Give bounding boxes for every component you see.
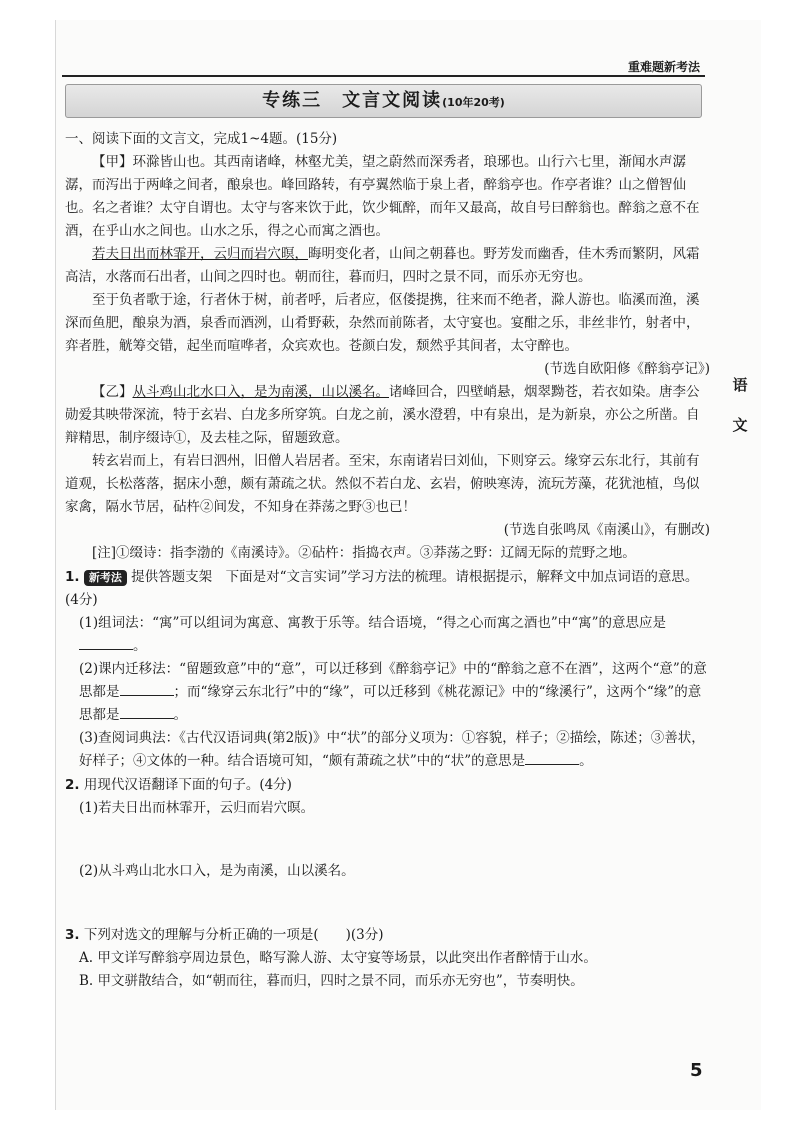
passage-b-p2: 转玄岩而上，有岩曰泗州，旧僧人岩居者。至宋，东南诸岩曰刘仙，下则穿云。缘穿云东北行，其前有道观，长松落落，据床小憩，颇有萧疏之状。然似不若白龙、玄岩，俯映寒涛，流玩芳藻，花犹池植，鸟似家禽，隔水节居，砧杵②间发，不知身在莽荡之野③也已！ (65, 453, 700, 515)
passage-b-p1 (65, 381, 710, 450)
option-a: A. 甲文详写醉翁亭周边景色，略写滁人游、太守宴等场景，以此突出作者醉情于山水。 (79, 950, 597, 966)
passage-a-p2-rest: 晦明变化者，山间之朝暮也。野芳发而幽香，佳木秀而繁阴，风霜高洁，水落而石出者，山间之四时也。朝而往，暮而归，四时之景不同，而乐亦无穷也。 (65, 246, 700, 285)
subject-tab (720, 365, 760, 445)
question-1-sub-1-text: (1)组词法：“寓”可以组词为寓意、寓教于乐等。结合语境，“得之心而寓之酒也”中“寓”的意思应是 (79, 615, 667, 631)
question-2 (65, 774, 710, 797)
title-subtitle: (10年20考) (442, 96, 505, 109)
question-2-text: 用现代汉语翻译下面的句子。(4分) (83, 777, 292, 793)
question-1-text: 提供答题支架 下面是对“文言实词”学习方法的梳理。请根据提示，解释文中加点词语的意思。(4分) (65, 569, 699, 608)
answer-blank-2[interactable] (120, 681, 174, 696)
page-number: 5 (690, 1060, 703, 1081)
passage-a-p2 (65, 243, 710, 289)
question-3-text: 下列对选文的理解与分析正确的一项是( )(3分) (83, 927, 384, 943)
underlined-sentence-a: 若夫日出而林霏开，云归而岩穴暝， (92, 246, 308, 262)
question-2-sub-2: (2)从斗鸡山北水口入，是为南溪，山以溪名。 (79, 863, 355, 879)
question-1-sub-3 (65, 727, 710, 773)
question-2-number: 2. (65, 777, 80, 793)
answer-blank-3[interactable] (120, 704, 174, 719)
section-heading: 一、阅读下面的文言文，完成1~4题。(15分) (65, 131, 338, 147)
question-1-sub-2-text: (2)课内迁移法：“留题致意”中的“意”，可以迁移到《醉翁亭记》中的“醉翁之意不在酒”，这两个“意”的意思都是 (79, 661, 707, 700)
question-1-sub-2-mid: ；而“缘穿云东北行”中的“缘”，可以迁移到《桃花源记》中的“缘溪行”，这两个“缘”的意思都是 (79, 684, 702, 723)
question-2-sub-1: (1)若夫日出而林霏开，云归而岩穴暝。 (79, 800, 315, 816)
passage-b-source: (节选自张鸣凤《南溪山》，有删改) (503, 522, 710, 538)
answer-blank-1[interactable] (79, 635, 133, 650)
question-1-sub-3-end: 。 (579, 753, 593, 769)
underlined-sentence-b: 从斗鸡山北水口入，是为南溪，山以溪名。 (132, 384, 389, 400)
content (65, 128, 710, 993)
passage-a-source: (节选自欧阳修《醉翁亭记》) (544, 361, 710, 377)
passage-b-note: [注]①缀诗：指李渤的《南溪诗》。②砧杵：指捣衣声。③莽荡之野：辽阔无际的荒野之地。 (92, 545, 636, 561)
title-bar (65, 84, 702, 118)
question-1-number: 1. (65, 569, 80, 585)
header-rule (62, 75, 705, 77)
passage-a-p3: 至于负者歌于途，行者休于树，前者呼，后者应，伛偻提携，往来而不绝者，滁人游也。临溪而渔，溪深而鱼肥，酿泉为酒，泉香而酒洌，山肴野蔌，杂然而前陈者，太守宴也。宴酣之乐，非丝非竹，射者中，弈者胜，觥筹交错，起坐而喧哗者，众宾欢也。苍颜白发，颓然乎其间者，太守醉也。 (65, 292, 700, 354)
passage-a-p1: 【甲】环滁皆山也。其西南诸峰，林壑尤美，望之蔚然而深秀者，琅琊也。山行六七里，渐闻水声潺潺，而泻出于两峰之间者，酿泉也。峰回路转，有亭翼然临于泉上者，醉翁亭也。作亭者谁？山之僧智仙也。名之者谁？太守自谓也。太守与客来饮于此，饮少辄醉，而年又最高，故自号曰醉翁也。醉翁之意不在酒，在乎山水之间也。山水之乐，得之心而寓之酒也。 (65, 154, 700, 239)
question-3-number: 3. (65, 927, 80, 943)
answer-space-1[interactable] (65, 820, 710, 860)
question-1-sub-1 (65, 612, 710, 658)
new-method-badge: 新考法 (84, 570, 127, 586)
question-1-sub-2-end: 。 (173, 707, 187, 723)
question-1-sub-2 (65, 658, 710, 727)
question-1-sub-3-text: (3)查阅词典法：《古代汉语词典(第2版)》中“状”的部分义项为：①容貌，样子；②描绘，陈述；③善状，好样子；④文体的一种。结合语境可知，“颇有萧疏之状”中的“状”的意思是 (79, 730, 705, 769)
passage-b-label: 【乙】 (92, 384, 133, 400)
answer-blank-4[interactable] (525, 750, 579, 765)
question-1-sub-1-end: 。 (133, 638, 147, 654)
page-title: 专练三 文言文阅读 (262, 90, 443, 111)
header-label: 重难题新考法 (627, 60, 700, 74)
question-1 (65, 566, 710, 612)
answer-space-2[interactable] (65, 883, 710, 923)
subject-tab-char-1: 语 (732, 376, 748, 394)
subject-tab-char-2: 文 (732, 416, 748, 434)
question-3 (65, 924, 710, 947)
option-b: B. 甲文骈散结合，如“朝而往，暮而归，四时之景不同，而乐亦无穷也”，节奏明快。 (79, 973, 584, 989)
passage-b-p1-rest: 诸峰回合，四壁峭悬，烟翠黝苍，若衣如染。唐李公勋爱其映带深流，特于玄岩、白龙多所穿筑。白龙之前，溪水澄碧，中有泉出，是为新泉，亦公之所凿。自辩精思，制序缀诗①，及去桂之际，留题致意。 (65, 384, 700, 446)
